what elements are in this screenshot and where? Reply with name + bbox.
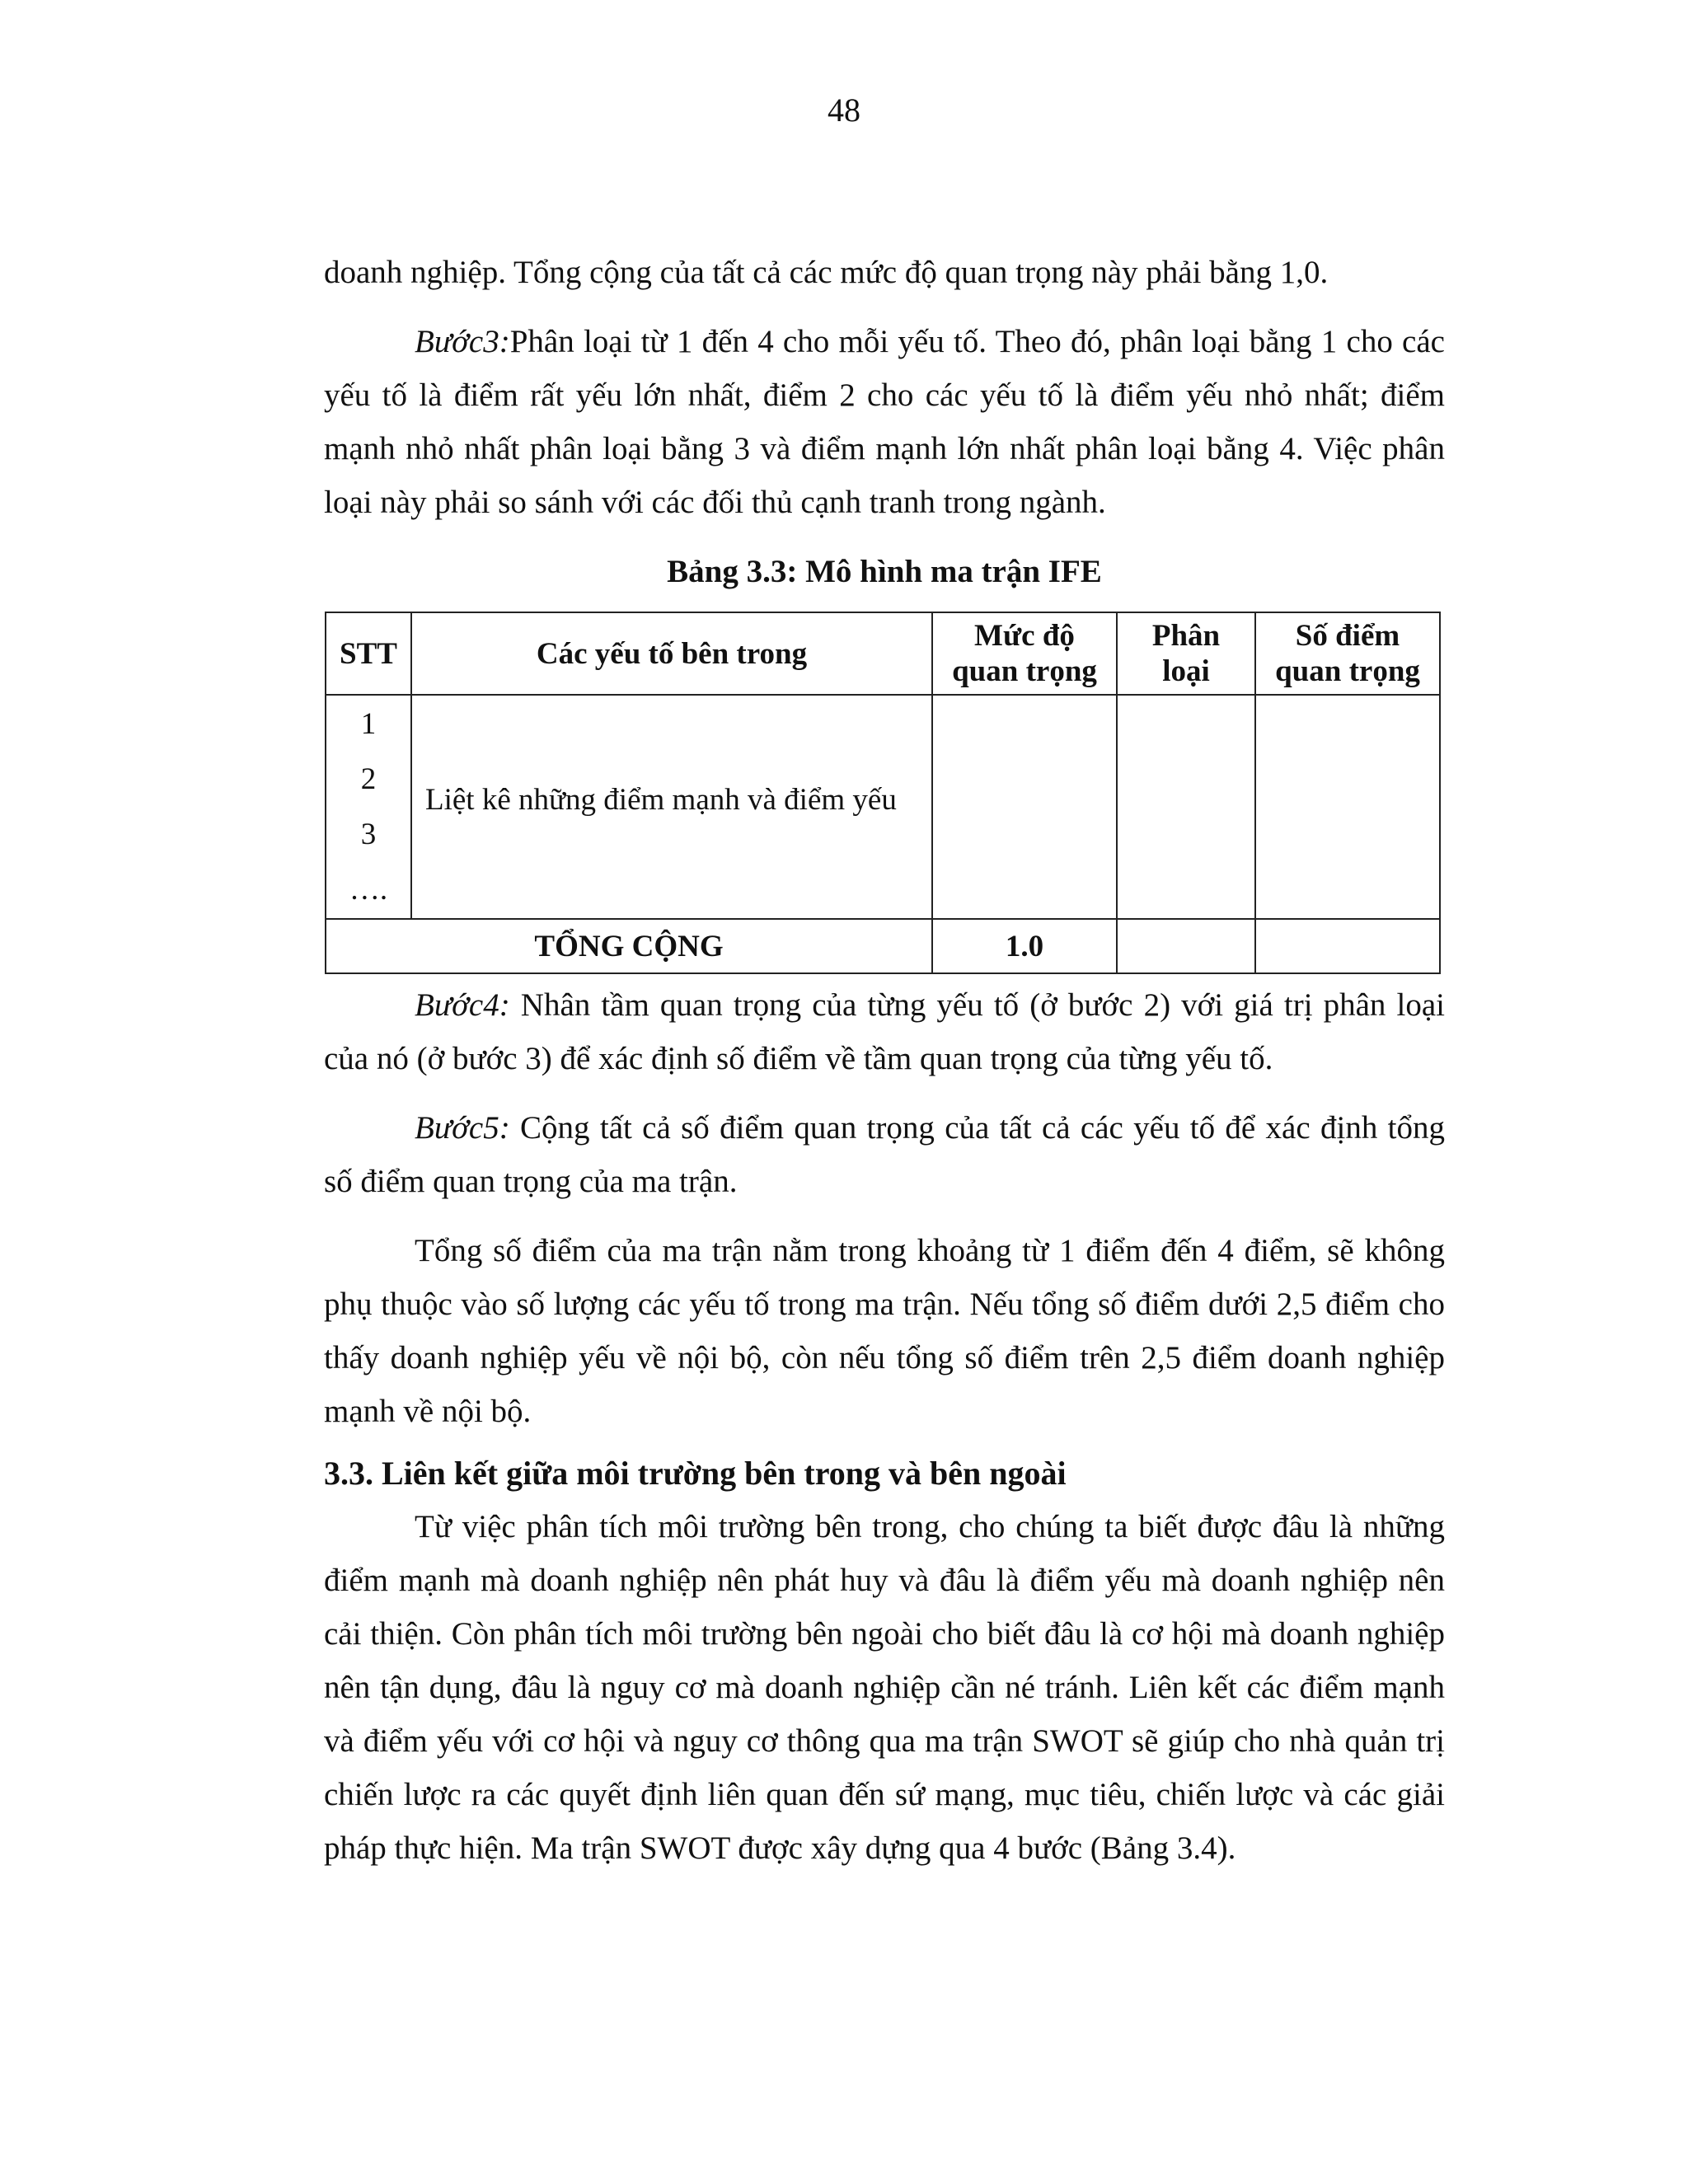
header-rating-line2: loại: [1162, 654, 1210, 688]
paragraph-total-score: Tổng số điểm của ma trận nằm trong khoảng từ 1 điểm đến 4 điểm, sẽ không phụ thuộc vào số lượng các yếu tố trong ma trận. Nếu tổng số điểm dưới 2,5 điểm cho thấy doanh nghiệp yếu về nội bộ, còn nếu tổng số điểm trên 2,5 điểm doanh nghiệp mạnh về nội bộ.: [324, 1233, 1445, 1429]
total-weight: 1.0: [932, 919, 1117, 973]
stt-value: 2: [360, 762, 377, 796]
header-weight: [932, 612, 1117, 695]
table-caption: Bảng 3.3: Mô hình ma trận IFE: [667, 554, 1102, 589]
factor-cell: Liệt kê những điểm mạnh và điểm yếu: [411, 695, 932, 919]
page-content: [324, 246, 1445, 1875]
section-heading: 3.3. Liên kết giữa môi trường bên trong và bên ngoài: [324, 1455, 1067, 1492]
page-number: 48: [828, 91, 860, 129]
paragraph-step3: [324, 315, 1445, 529]
weight-cell: [932, 695, 1117, 919]
step3-text: Phân loại từ 1 đến 4 cho mỗi yếu tố. Theo đó, phân loại bằng 1 cho các yếu tố là điểm rất yếu lớn nhất, điểm 2 cho các yếu tố là điểm yếu nhỏ nhất; điểm mạnh nhỏ nhất phân loại bằng 3 và điểm mạnh lớn nhất phân loại bằng 4. Việc phân loại này phải so sánh với các đối thủ cạnh tranh trong ngành.: [324, 324, 1445, 520]
table-row: [326, 695, 1440, 919]
header-score-line2: quan trọng: [1275, 654, 1420, 688]
table-total-row: [326, 919, 1440, 973]
total-label: TỔNG CỘNG: [326, 919, 932, 973]
paragraph-section: Từ việc phân tích môi trường bên trong, cho chúng ta biết được đâu là những điểm mạnh mà doanh nghiệp nên phát huy và đâu là điểm yếu mà doanh nghiệp nên cải thiện. Còn phân tích môi trường bên ngoài cho biết đâu là cơ hội mà doanh nghiệp nên tận dụng, đâu là nguy cơ mà doanh nghiệp cần né tránh. Liên kết các điểm mạnh và điểm yếu với cơ hội và nguy cơ thông qua ma trận SWOT sẽ giúp cho nhà quản trị chiến lược ra các quyết định liên quan đến sứ mạng, mục tiêu, chiến lược và các giải pháp thực hiện. Ma trận SWOT được xây dựng qua 4 bước (Bảng 3.4).: [324, 1509, 1445, 1866]
step4-label: Bước4:: [415, 987, 510, 1023]
total-rating-cell: [1117, 919, 1255, 973]
table-header-row: [326, 612, 1440, 695]
ife-matrix-table: [325, 612, 1441, 974]
paragraph-step4: [324, 978, 1445, 1085]
paragraph-step5: [324, 1101, 1445, 1208]
stt-cell: [326, 695, 411, 919]
header-score-line1: Số điểm: [1295, 619, 1400, 653]
stt-value: 1: [360, 707, 377, 741]
total-score-cell: [1255, 919, 1440, 973]
header-score: [1255, 612, 1440, 695]
stt-value: 3: [360, 818, 377, 851]
rating-cell: [1117, 695, 1255, 919]
header-factors: Các yếu tố bên trong: [411, 612, 932, 695]
step5-text: Cộng tất cả số điểm quan trọng của tất cả các yếu tố để xác định tổng số điểm quan trọng của ma trận.: [324, 1110, 1445, 1199]
header-rating: [1117, 612, 1255, 695]
stt-value: ….: [349, 873, 388, 907]
step5-label: Bước5:: [415, 1110, 510, 1146]
header-weight-line1: Mức độ: [974, 619, 1075, 653]
header-weight-line2: quan trọng: [952, 654, 1097, 688]
paragraph-intro: doanh nghiệp. Tổng cộng của tất cả các mức độ quan trọng này phải bằng 1,0.: [324, 255, 1329, 290]
score-cell: [1255, 695, 1440, 919]
step4-text: Nhân tầm quan trọng của từng yếu tố (ở bước 2) với giá trị phân loại của nó (ở bước 3) để xác định số điểm về tầm quan trọng của từng yếu tố.: [324, 987, 1445, 1076]
step3-label: Bước3:: [415, 324, 510, 359]
header-stt: STT: [326, 612, 411, 695]
header-rating-line1: Phân: [1151, 619, 1221, 653]
